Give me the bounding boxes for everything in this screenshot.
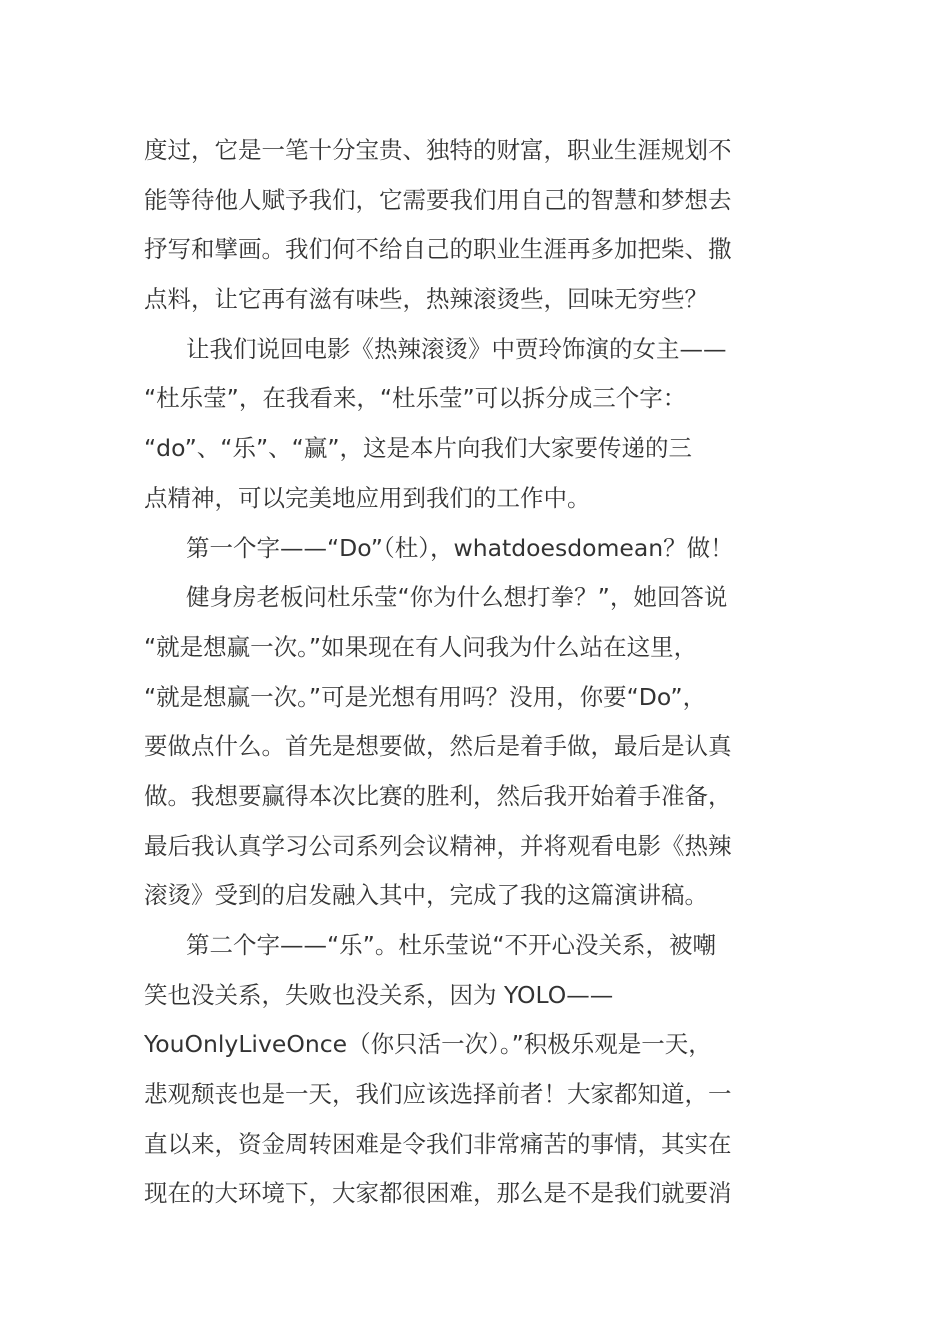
paragraph-start-line: 健身房老板问杜乐莹“你为什么想打拳？”，她回答说 <box>186 583 728 612</box>
text-line: 悲观颓丧也是一天，我们应该选择前者！大家都知道，一 <box>144 1080 732 1109</box>
text-line: “就是想赢一次。”可是光想有用吗？没用，你要“Do”， <box>144 682 707 711</box>
text-line: “就是想赢一次。”如果现在有人问我为什么站在这里， <box>144 632 698 661</box>
text-line: 现在的大环境下，大家都很困难，那么是不是我们就要消 <box>144 1179 732 1208</box>
text-line: 做。我想要赢得本次比赛的胜利，然后我开始着手准备， <box>144 781 732 810</box>
text-line: 笑也没关系，失败也没关系，因为 YOLO—— <box>144 980 614 1009</box>
text-line: 抒写和擘画。我们何不给自己的职业生涯再多加把柴、撒 <box>144 235 732 264</box>
text-line: 度过，它是一笔十分宝贵、独特的财富，职业生涯规划不 <box>144 136 732 164</box>
paragraph-start-line: 让我们说回电影《热辣滚烫》中贾玲饰演的女主—— <box>186 334 727 363</box>
text-line: 滚烫》受到的启发融入其中，完成了我的这篇演讲稿。 <box>144 881 708 910</box>
text-line: 最后我认真学习公司系列会议精神，并将观看电影《热辣 <box>144 831 732 860</box>
text-line: 直以来，资金周转困难是令我们非常痛苦的事情，其实在 <box>144 1129 732 1158</box>
paragraph-start-line: 第一个字——“Do”（杜），whatdoesdomean？做！ <box>186 533 734 562</box>
text-line: 点料，让它再有滋有味些，热辣滚烫些，回味无穷些？ <box>144 285 708 314</box>
paragraph-start-line: 第二个字——“乐”。杜乐莹说“不开心没关系，被嘲 <box>186 931 717 959</box>
text-line: 要做点什么。首先是想要做，然后是着手做，最后是认真 <box>144 732 732 761</box>
text-line: 能等待他人赋予我们，它需要我们用自己的智慧和梦想去 <box>144 185 732 214</box>
text-line: 点精神，可以完美地应用到我们的工作中。 <box>144 483 591 512</box>
text-line: YouOnlyLiveOnce（你只活一次）。”积极乐观是一天， <box>144 1030 712 1059</box>
text-line: “杜乐莹”，在我看来，“杜乐莹”可以拆分成三个字： <box>144 384 687 413</box>
body-text <box>144 126 814 1219</box>
text-line: “do”、“乐”、“赢”，这是本片向我们大家要传递的三 <box>144 434 693 463</box>
